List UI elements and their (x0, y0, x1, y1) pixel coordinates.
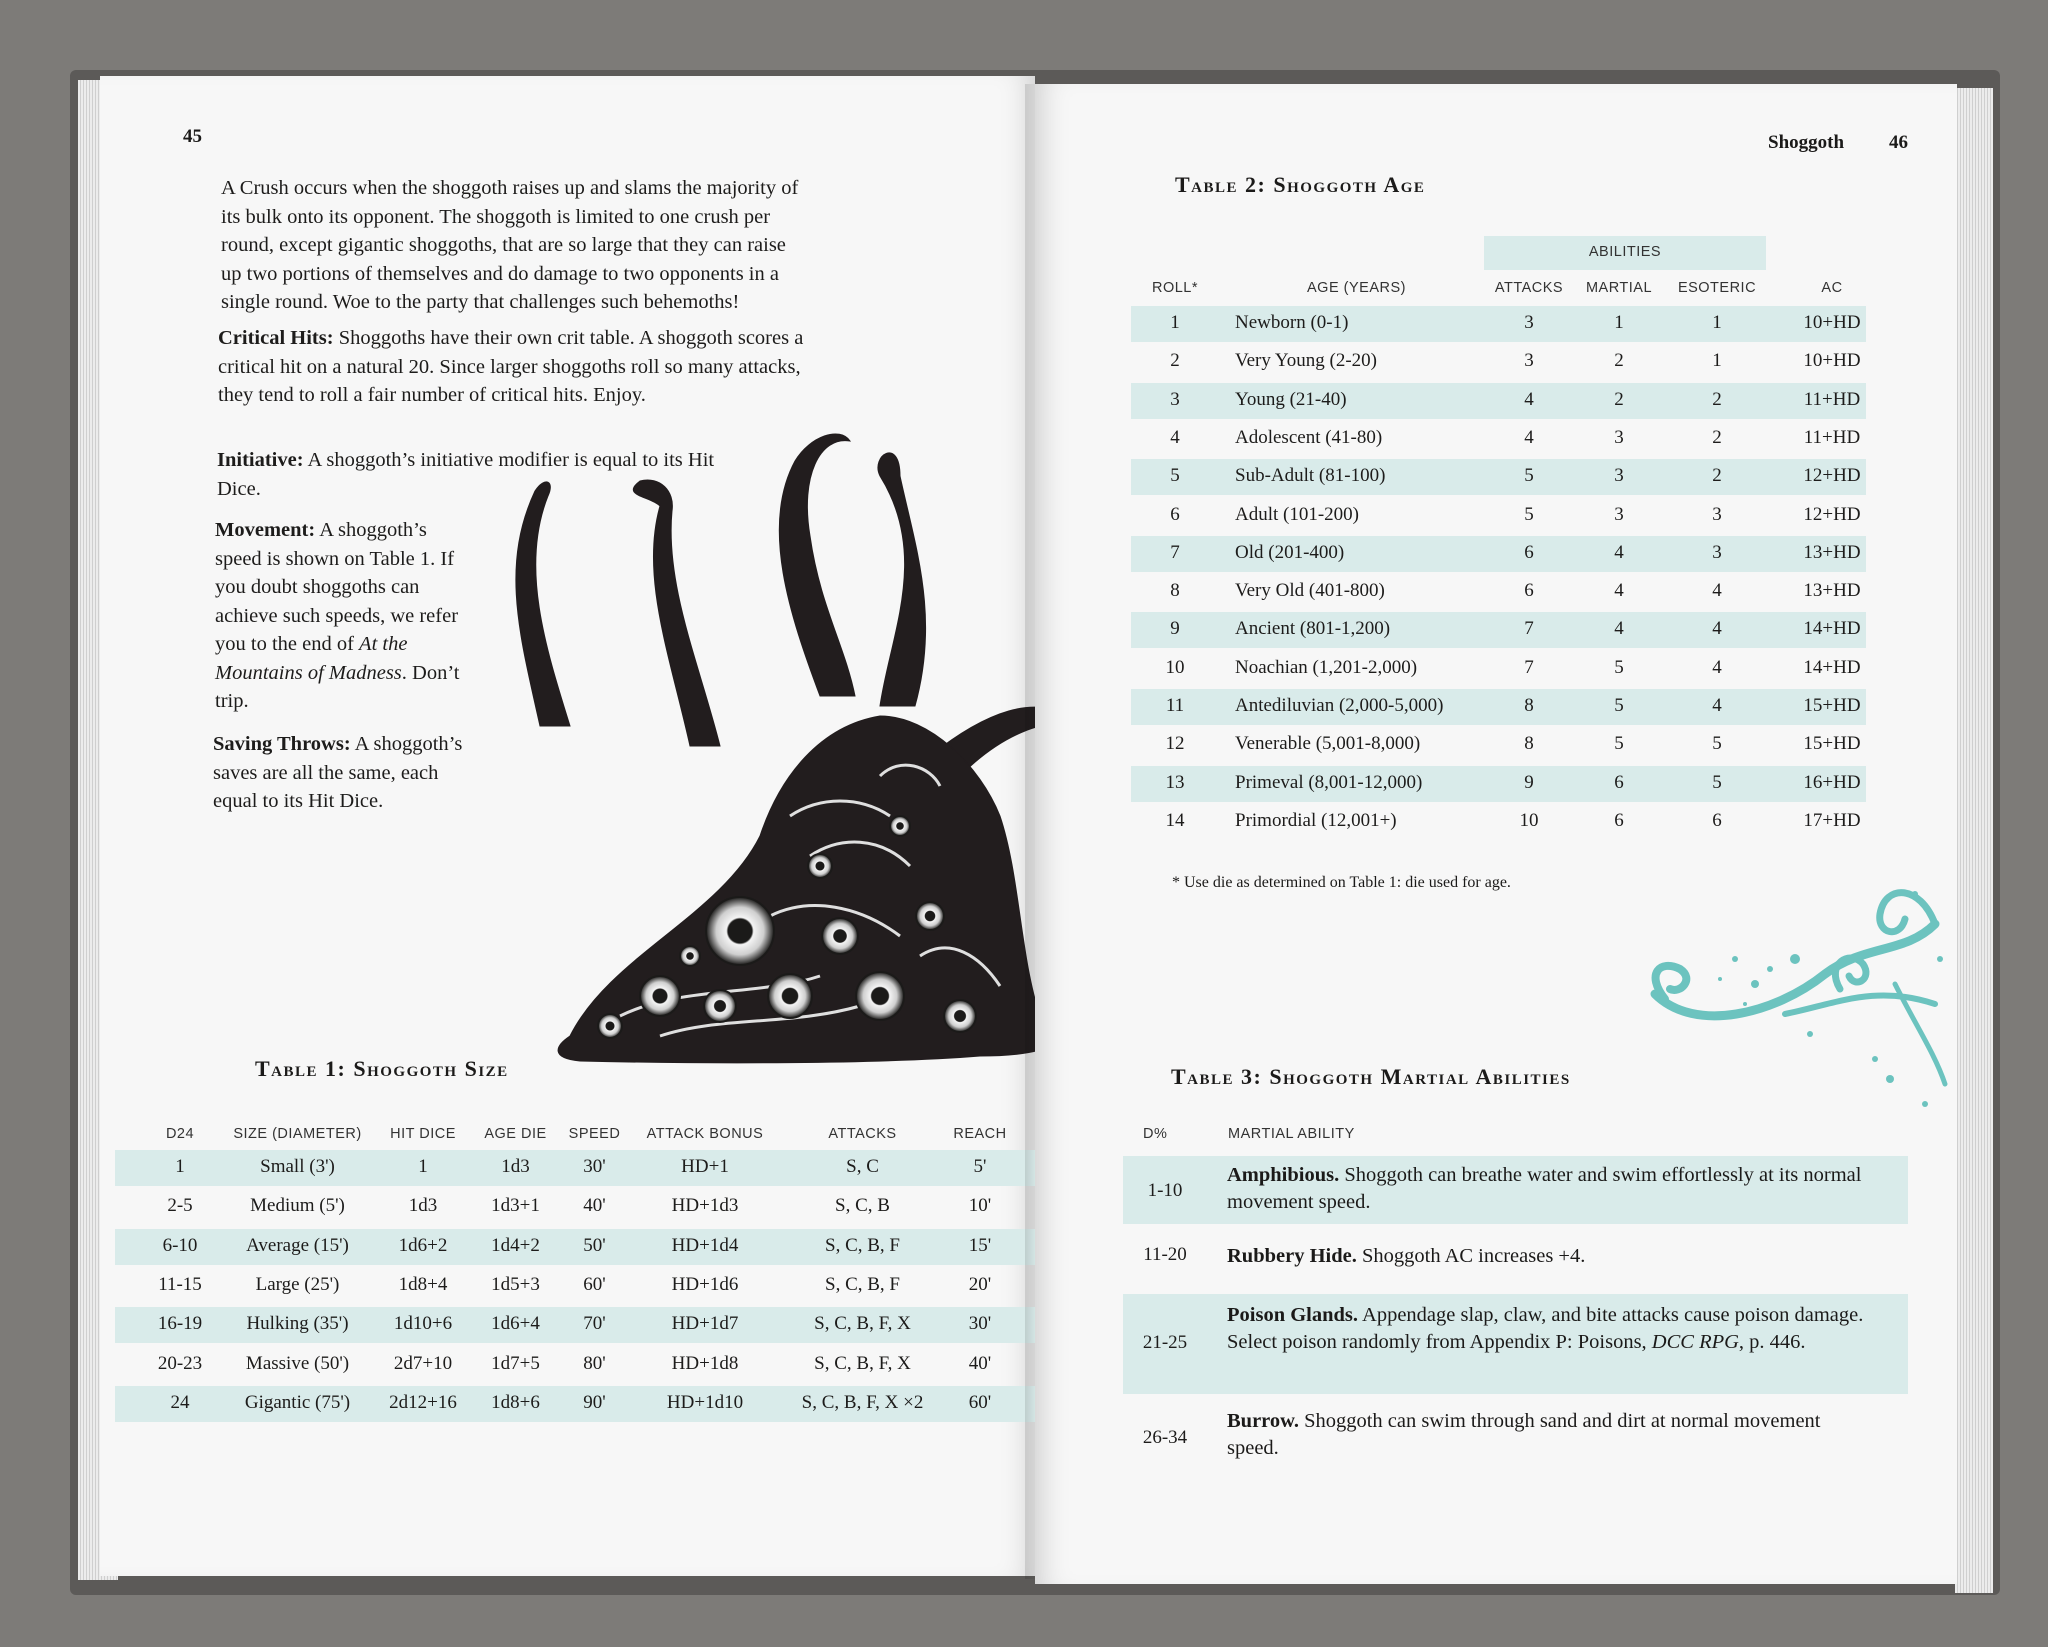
table1-cell-attack-bonus: HD+1d4 (671, 1234, 739, 1256)
table2-header-abilities: ABILITIES (1588, 244, 1662, 260)
table1-cell-age-die: 1d3+1 (491, 1195, 540, 1217)
table2-cell-esoteric: 2 (1712, 465, 1722, 487)
table1-cell-hit-dice: 2d7+10 (393, 1352, 453, 1374)
table1-cell-size: Massive (50') (245, 1352, 350, 1374)
table1-cell-attack-bonus: HD+1 (681, 1156, 729, 1177)
table1-cell-size: Small (3') (260, 1156, 335, 1177)
table1-cell-speed: 30' (583, 1156, 606, 1177)
saving-throws-text: A shoggoth’s saves are all the same, each equal to its Hit Dice. (213, 733, 463, 812)
table1-cell-speed: 40' (583, 1195, 606, 1217)
amphibious-text: Shoggoth can breathe water and swim effortlessly at its normal movement speed. (1227, 1164, 1862, 1213)
table1-cell-speed: 80' (583, 1352, 606, 1374)
burrow-text: Shoggoth can swim through sand and dirt at normal movement speed. (1227, 1410, 1821, 1459)
table2-cell-roll: 13 (1165, 771, 1185, 793)
table2-cell-roll: 11 (1165, 695, 1185, 716)
table1-cell-attacks: S, C, B, F (825, 1273, 900, 1295)
table1-cell-roll: 24 (170, 1391, 190, 1413)
table2-cell-roll: 7 (1170, 541, 1180, 563)
table3-row-3-roll: 21-25 (1142, 1332, 1188, 1353)
table2-cell-ac: 13+HD (1803, 580, 1861, 602)
table3-title: Table 3: Shoggoth Martial Abilities (1171, 1064, 1571, 1089)
table1-cell-age-die: 1d5+3 (491, 1273, 540, 1295)
table2-cell-age: Sub-Adult (81-100) (1235, 465, 1386, 487)
page-edges-right (1955, 88, 1993, 1593)
table1-cell-speed: 90' (583, 1391, 606, 1413)
table1-cell-size: Gigantic (75') (244, 1391, 351, 1413)
table1-cell-reach: 20' (968, 1273, 992, 1295)
table2-cell-roll: 10 (1165, 656, 1185, 678)
table2-cell-ac: 10+HD (1803, 350, 1861, 372)
amphibious-label: Amphibious. (1227, 1164, 1340, 1186)
table2-header-ac: AC (1821, 280, 1843, 296)
table2-cell-age: Primordial (12,001+) (1235, 809, 1397, 831)
teal-swirl-ornament (1635, 864, 1955, 1124)
page-number-right: 46 (1889, 132, 1908, 153)
table2-cell-attacks: 6 (1524, 580, 1534, 602)
table1-cell-attacks: S, C (846, 1156, 879, 1177)
table1-cell-roll: 20-23 (157, 1352, 203, 1374)
table2-cell-esoteric: 4 (1712, 618, 1722, 640)
table3-header-roll: D% (1143, 1126, 1168, 1142)
table2-cell-attacks: 10 (1519, 809, 1539, 831)
table2-cell-roll: 8 (1170, 580, 1180, 602)
table2-cell-age: Ancient (801-1,200) (1235, 618, 1391, 640)
poison-glands-page: , p. 446. (1738, 1331, 1806, 1353)
table1-cell-attack-bonus: HD+1d3 (671, 1195, 739, 1217)
table1-cell-hit-dice: 1d8+4 (398, 1273, 448, 1295)
table3-row-4-text (1227, 1408, 1877, 1462)
table2-cell-martial: 4 (1614, 541, 1624, 563)
table2-cell-roll: 6 (1170, 503, 1180, 525)
table3-row-1-text (1227, 1162, 1897, 1216)
table1-cell-attack-bonus: HD+1d7 (671, 1313, 739, 1335)
table1-header-size: SIZE (DIAMETER) (233, 1126, 362, 1142)
table2-header-martial: MARTIAL (1585, 280, 1653, 296)
table2-cell-age: Adolescent (41-80) (1235, 426, 1383, 448)
table1-cell-size: Medium (5') (250, 1195, 345, 1217)
table1-cell-reach: 60' (968, 1391, 992, 1413)
table2-cell-attacks: 8 (1524, 695, 1534, 716)
table2-cell-attacks: 5 (1524, 465, 1534, 487)
table1-cell-speed: 70' (583, 1313, 606, 1335)
table2-cell-esoteric: 6 (1712, 809, 1722, 831)
table2-cell-ac: 14+HD (1803, 656, 1861, 678)
table2-cell-esoteric: 4 (1712, 580, 1722, 602)
table1-cell-age-die: 1d3 (501, 1156, 530, 1177)
poison-glands-book: DCC RPG (1651, 1331, 1739, 1353)
movement-label: Movement: (215, 519, 316, 541)
table1-cell-attacks: S, C, B, F, X (814, 1313, 911, 1335)
table1-cell-attacks: S, C, B, F (825, 1234, 900, 1256)
table1-cell-reach: 5' (973, 1156, 987, 1177)
left-page (100, 76, 1035, 1576)
critical-hits-text: Shoggoths have their own crit table. A shoggoth scores a critical hit on a natural 20. Since larger shoggoths roll so many attacks, they tend to roll a fair number of critical hits. Enjoy. (218, 327, 804, 406)
table2-cell-martial: 5 (1614, 733, 1624, 755)
table1-cell-reach: 15' (968, 1234, 992, 1256)
table1-cell-size: Hulking (35') (246, 1313, 349, 1335)
table2-cell-martial: 3 (1614, 426, 1624, 448)
movement-book-title: At the Mountains of Madness (215, 633, 408, 684)
table2-cell-martial: 6 (1614, 771, 1624, 793)
table2-cell-ac: 13+HD (1803, 541, 1861, 563)
table2-cell-ac: 11+HD (1803, 426, 1861, 448)
table1-cell-attack-bonus: HD+1d8 (671, 1352, 739, 1374)
table2-header-attacks: ATTACKS (1494, 280, 1564, 296)
table1-cell-hit-dice: 1 (418, 1156, 428, 1177)
table2-cell-martial: 5 (1614, 656, 1624, 678)
table2-cell-esoteric: 5 (1712, 771, 1722, 793)
table2-cell-martial: 3 (1614, 503, 1624, 525)
table2-cell-attacks: 4 (1524, 426, 1534, 448)
table1-header-attacks: ATTACKS (828, 1126, 897, 1142)
page-number-left: 45 (183, 126, 202, 147)
table1-cell-roll: 6-10 (162, 1234, 198, 1256)
movement-text-end: . Don’t trip. (215, 661, 460, 712)
table2-cell-roll: 4 (1170, 426, 1180, 448)
initiative-label: Initiative: (217, 449, 304, 471)
table2-cell-martial: 2 (1614, 388, 1624, 410)
table2-cell-attacks: 7 (1524, 618, 1534, 640)
table1-cell-hit-dice: 1d3 (408, 1195, 438, 1217)
table2-cell-esoteric: 1 (1712, 350, 1722, 372)
table2-cell-esoteric: 1 (1712, 312, 1722, 333)
burrow-label: Burrow. (1227, 1410, 1299, 1432)
poison-glands-text: Appendage slap, claw, and bite attacks cause poison damage. Select poison randomly from Appendix P: Poisons, (1227, 1304, 1864, 1353)
table2-cell-age: Old (201-400) (1235, 541, 1345, 563)
table2-cell-roll: 9 (1170, 618, 1180, 640)
table2-cell-roll: 1 (1170, 312, 1180, 333)
table2-cell-ac: 16+HD (1803, 771, 1861, 793)
table2-cell-attacks: 6 (1524, 541, 1534, 563)
table1-header-attack-bonus: ATTACK BONUS (646, 1126, 764, 1142)
table1-header-speed: SPEED (568, 1126, 621, 1142)
table2-cell-ac: 17+HD (1803, 809, 1861, 831)
table1-cell-age-die: 1d8+6 (491, 1391, 540, 1413)
table2-cell-ac: 15+HD (1803, 695, 1861, 716)
table1-cell-attacks: S, C, B, F, X (814, 1352, 911, 1374)
table1-cell-hit-dice: 2d12+16 (389, 1391, 457, 1413)
table2-cell-esoteric: 3 (1712, 541, 1722, 563)
table2-cell-ac: 10+HD (1803, 312, 1861, 333)
table2-header-age: AGE (YEARS) (1307, 280, 1406, 296)
table2-cell-attacks: 8 (1524, 733, 1534, 755)
table2-cell-martial: 1 (1614, 312, 1624, 333)
saving-throws-paragraph (213, 730, 465, 816)
table1-cell-speed: 50' (583, 1234, 606, 1256)
table1-cell-hit-dice: 1d10+6 (393, 1313, 453, 1335)
table2-cell-esoteric: 5 (1712, 733, 1722, 755)
table2-cell-attacks: 4 (1524, 388, 1534, 410)
rubbery-hide-text: Shoggoth AC increases +4. (1361, 1245, 1586, 1267)
table1-cell-attacks: S, C, B, F, X ×2 (801, 1391, 924, 1413)
movement-paragraph (215, 516, 467, 716)
table1-cell-roll: 11-15 (158, 1273, 202, 1295)
table2-cell-attacks: 5 (1524, 503, 1534, 525)
table2-cell-martial: 4 (1614, 618, 1624, 640)
table1-cell-roll: 2-5 (167, 1195, 193, 1217)
table2-cell-attacks: 9 (1524, 771, 1534, 793)
table1-header-d24: D24 (165, 1126, 195, 1142)
table1-cell-reach: 40' (968, 1352, 992, 1374)
running-head: Shoggoth (1768, 132, 1845, 153)
table2-cell-attacks: 3 (1524, 350, 1534, 372)
poison-glands-label: Poison Glands. (1227, 1304, 1359, 1326)
table2-cell-age: Newborn (0-1) (1235, 312, 1349, 333)
critical-hits-label: Critical Hits: (218, 327, 334, 349)
table1-header-reach: REACH (953, 1126, 1007, 1142)
table2-cell-attacks: 3 (1524, 312, 1534, 333)
table1-cell-age-die: 1d4+2 (491, 1234, 540, 1256)
table1-cell-size: Average (15') (246, 1234, 349, 1256)
table3-row-1-roll: 1-10 (1147, 1180, 1183, 1201)
right-page (1035, 84, 1957, 1584)
table2-cell-martial: 6 (1614, 809, 1624, 831)
table2-cell-martial: 3 (1614, 465, 1624, 487)
table1-title: Table 1: Shoggoth Size (255, 1056, 509, 1081)
movement-text: A shoggoth’s speed is shown on Table 1. If you doubt shoggoths can achieve such speeds, we refer you to the end of (215, 519, 459, 655)
table3-row-2-roll: 11-20 (1143, 1244, 1187, 1265)
table2-header-roll: ROLL* (1151, 280, 1199, 296)
table2-cell-age: Venerable (5,001-8,000) (1235, 733, 1421, 755)
table2-cell-roll: 5 (1170, 465, 1180, 487)
table2-title: Table 2: Shoggoth Age (1175, 172, 1426, 197)
table2-cell-attacks: 7 (1524, 656, 1534, 678)
table1-cell-size: Large (25') (255, 1273, 340, 1295)
initiative-text: A shoggoth’s initiative modifier is equal to its Hit Dice. (217, 449, 715, 500)
table2-cell-ac: 12+HD (1803, 465, 1861, 487)
table2-cell-esoteric: 4 (1712, 695, 1722, 716)
table2-footnote: * Use die as determined on Table 1: die used for age. (1172, 874, 1511, 891)
table2-cell-martial: 2 (1614, 350, 1624, 372)
table2-cell-age: Young (21-40) (1235, 388, 1347, 410)
table1-cell-reach: 30' (968, 1313, 992, 1335)
table2-cell-ac: 11+HD (1803, 388, 1861, 410)
table2-cell-esoteric: 3 (1712, 503, 1722, 525)
table2-cell-ac: 14+HD (1803, 618, 1861, 640)
table2-cell-age: Very Old (401-800) (1235, 580, 1385, 602)
table2-cell-roll: 14 (1165, 809, 1185, 831)
table2-cell-age: Adult (101-200) (1235, 503, 1360, 525)
table1-cell-speed: 60' (583, 1273, 606, 1295)
table3-row-4-roll: 26-34 (1142, 1427, 1188, 1448)
table2-cell-ac: 15+HD (1803, 733, 1861, 755)
table2-cell-esoteric: 4 (1712, 656, 1722, 678)
table2-cell-roll: 12 (1165, 733, 1185, 755)
table1-cell-roll: 1 (175, 1156, 185, 1177)
table2-cell-ac: 12+HD (1803, 503, 1861, 525)
intro-paragraph: A Crush occurs when the shoggoth raises up and slams the majority of its bulk onto its opponent. The shoggoth is limited to one crush per round, except gigantic shoggoths, that are so large that they can raise up two portions of themselves and do damage to two opponents in a single round. Woe to the party that challenges such behemoths! (221, 177, 799, 313)
table2-cell-age: Antediluvian (2,000-5,000) (1235, 695, 1444, 716)
table3-row-2-text (1227, 1243, 1897, 1270)
table1-cell-age-die: 1d7+5 (491, 1352, 540, 1374)
table1-cell-attack-bonus: HD+1d10 (666, 1391, 744, 1413)
table3-header-ability: MARTIAL ABILITY (1228, 1126, 1355, 1142)
table1-header-age-die: AGE DIE (484, 1126, 547, 1142)
table1-cell-hit-dice: 1d6+2 (398, 1234, 448, 1256)
table1-cell-attacks: S, C, B (835, 1195, 890, 1217)
table1-cell-roll: 16-19 (157, 1313, 203, 1335)
table2-cell-roll: 2 (1170, 350, 1180, 372)
table2-header-esoteric: ESOTERIC (1677, 280, 1757, 296)
table2-cell-age: Very Young (2-20) (1235, 350, 1377, 372)
rubbery-hide-label: Rubbery Hide. (1227, 1245, 1357, 1267)
saving-throws-label: Saving Throws: (213, 733, 351, 755)
table2-cell-age: Primeval (8,001-12,000) (1235, 771, 1423, 793)
table2-cell-esoteric: 2 (1712, 388, 1722, 410)
table2-cell-age: Noachian (1,201-2,000) (1235, 656, 1418, 678)
table1-cell-attack-bonus: HD+1d6 (671, 1273, 739, 1295)
table2-cell-martial: 4 (1614, 580, 1624, 602)
table1-cell-age-die: 1d6+4 (491, 1313, 540, 1335)
table2-cell-esoteric: 2 (1712, 426, 1722, 448)
table2-cell-roll: 3 (1170, 388, 1180, 410)
table2-cell-martial: 5 (1614, 695, 1624, 716)
table1-header-hit-dice: HIT DICE (390, 1126, 456, 1142)
table1-cell-reach: 10' (968, 1195, 992, 1217)
table3-row-3-text (1227, 1302, 1877, 1356)
